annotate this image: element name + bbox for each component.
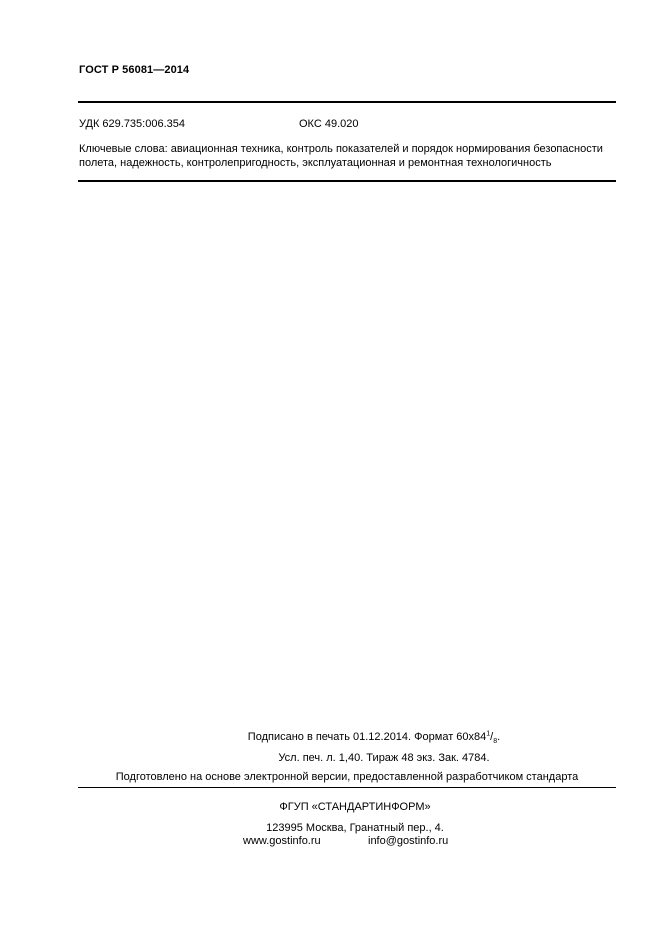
publisher-address: 123995 Москва, Гранатный пер., 4. <box>266 822 444 834</box>
imprint-divider <box>78 787 616 788</box>
keywords-line-1: Ключевые слова: авиационная техника, контроль показателей и порядок нормирования безопасности <box>79 143 603 155</box>
publisher-email[interactable]: info@gostinfo.ru <box>368 835 449 847</box>
keywords-block <box>79 142 619 170</box>
document-code: ГОСТ Р 56081—2014 <box>79 64 190 76</box>
publisher-website[interactable]: www.gostinfo.ru <box>243 835 321 847</box>
udk-code: УДК 629.735:006.354 <box>79 118 185 130</box>
top-divider <box>78 101 616 103</box>
print-sheets: Усл. печ. л. 1,40. Тираж 48 экз. Зак. 4784. <box>278 752 490 764</box>
oks-code: ОКС 49.020 <box>299 118 359 130</box>
publisher-name: ФГУП «СТАНДАРТИНФОРМ» <box>279 801 431 813</box>
format-fraction-denominator: 8 <box>493 738 498 746</box>
format-fraction-slash: / <box>490 731 494 743</box>
signed-text: Подписано в печать 01.12.2014. Формат 60x84 <box>247 731 487 743</box>
prepared-note: Подготовлено на основе электронной версии, предоставленной разработчиком стандарта <box>115 771 579 783</box>
format-fraction-numerator: 1 <box>486 730 491 738</box>
signed-suffix: . <box>497 731 501 743</box>
keywords-line-2: полета, надежность, контролепригодность, эксплуатационная и ремонтная технологичность <box>79 157 552 169</box>
signed-for-print <box>78 730 616 746</box>
keywords-divider <box>78 180 616 182</box>
